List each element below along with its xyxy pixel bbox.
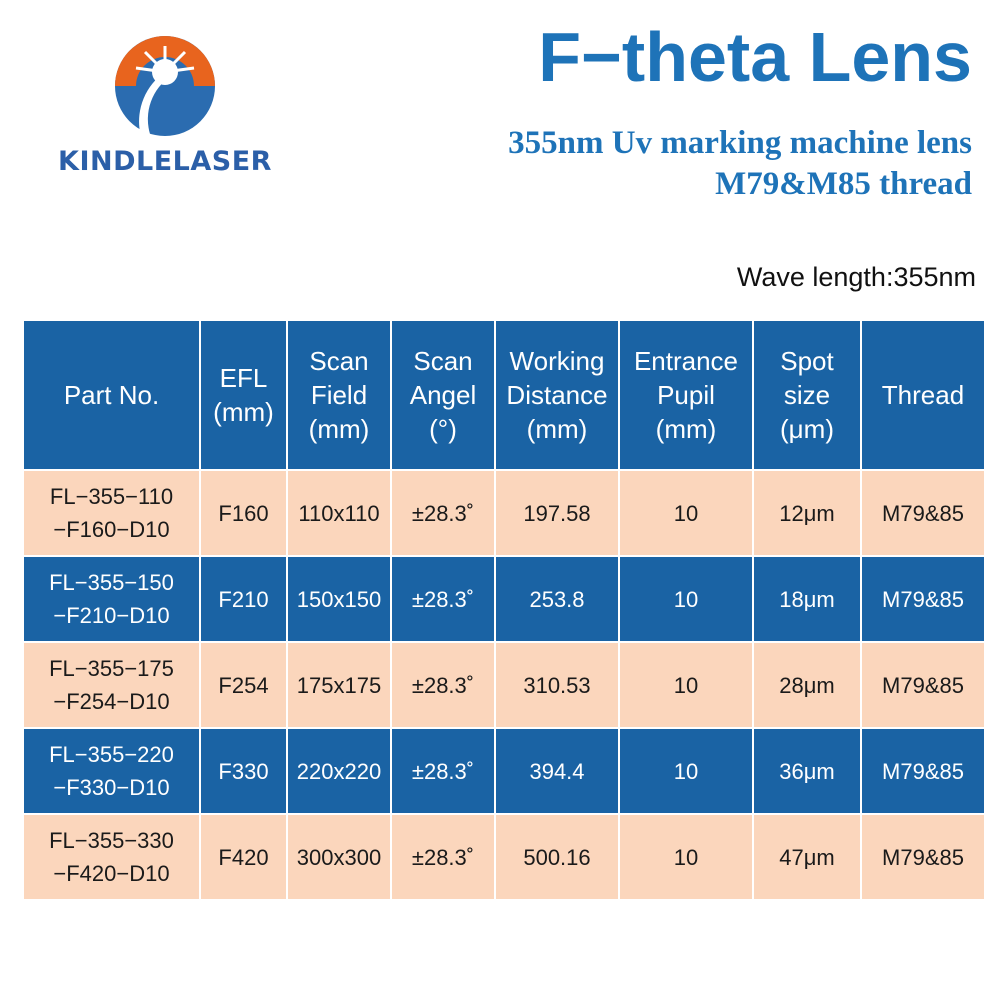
cell-entrance-pupil: 10: [619, 728, 753, 814]
cell-efl: F254: [200, 642, 287, 728]
cell-scan-field: 300x300: [287, 814, 391, 900]
spec-table: [22, 319, 986, 901]
cell-scan-angle: ±28.3˚: [391, 728, 495, 814]
header-scan-angle: Scan Angel (°): [391, 320, 495, 470]
cell-spot-size: 47μm: [753, 814, 861, 900]
cell-scan-field: 110x110: [287, 470, 391, 556]
cell-spot-size: 28μm: [753, 642, 861, 728]
cell-working-distance: 310.53: [495, 642, 619, 728]
header-efl: EFL (mm): [200, 320, 287, 470]
cell-part-no: FL−355−150 −F210−D10: [23, 556, 200, 642]
cell-efl: F160: [200, 470, 287, 556]
cell-spot-size: 36μm: [753, 728, 861, 814]
cell-spot-size: 12μm: [753, 470, 861, 556]
cell-entrance-pupil: 10: [619, 642, 753, 728]
header-part-no: Part No.: [23, 320, 200, 470]
cell-part-no: FL−355−330 −F420−D10: [23, 814, 200, 900]
header-spot-size: Spot size (μm): [753, 320, 861, 470]
cell-thread: M79&85: [861, 642, 985, 728]
kindlelaser-logo: [40, 28, 290, 188]
cell-efl: F210: [200, 556, 287, 642]
header-thread: Thread: [861, 320, 985, 470]
table-row: [23, 642, 985, 728]
cell-working-distance: 394.4: [495, 728, 619, 814]
subtitle: [508, 123, 972, 205]
cell-thread: M79&85: [861, 470, 985, 556]
wave-length-label: Wave length:355nm: [736, 262, 976, 292]
cell-scan-field: 175x175: [287, 642, 391, 728]
cell-thread: M79&85: [861, 728, 985, 814]
cell-working-distance: 253.8: [495, 556, 619, 642]
cell-part-no: FL−355−110 −F160−D10: [23, 470, 200, 556]
cell-working-distance: 500.16: [495, 814, 619, 900]
header-entrance-pupil: Entrance Pupil (mm): [619, 320, 753, 470]
cell-scan-field: 220x220: [287, 728, 391, 814]
cell-scan-angle: ±28.3˚: [391, 642, 495, 728]
cell-entrance-pupil: 10: [619, 814, 753, 900]
cell-part-no: FL−355−175 −F254−D10: [23, 642, 200, 728]
cell-part-no: FL−355−220 −F330−D10: [23, 728, 200, 814]
cell-scan-angle: ±28.3˚: [391, 814, 495, 900]
cell-scan-field: 150x150: [287, 556, 391, 642]
header-working-distance: Working Distance (mm): [495, 320, 619, 470]
cell-thread: M79&85: [861, 814, 985, 900]
cell-scan-angle: ±28.3˚: [391, 470, 495, 556]
cell-entrance-pupil: 10: [619, 556, 753, 642]
cell-working-distance: 197.58: [495, 470, 619, 556]
cell-scan-angle: ±28.3˚: [391, 556, 495, 642]
cell-thread: M79&85: [861, 556, 985, 642]
header-scan-field: Scan Field (mm): [287, 320, 391, 470]
laser-globe-logo-icon: [110, 28, 220, 138]
subtitle-line-1: 355nm Uv marking machine lens: [508, 125, 972, 161]
cell-entrance-pupil: 10: [619, 470, 753, 556]
table-row: [23, 728, 985, 814]
page-title: F−theta Lens: [538, 18, 972, 96]
cell-efl: F420: [200, 814, 287, 900]
table-row: [23, 470, 985, 556]
table-header-row: [23, 320, 985, 470]
table-row: [23, 814, 985, 900]
cell-efl: F330: [200, 728, 287, 814]
table-row: [23, 556, 985, 642]
brand-name: KINDLELASER: [58, 146, 272, 177]
cell-spot-size: 18μm: [753, 556, 861, 642]
subtitle-line-2: M79&M85 thread: [715, 166, 972, 202]
